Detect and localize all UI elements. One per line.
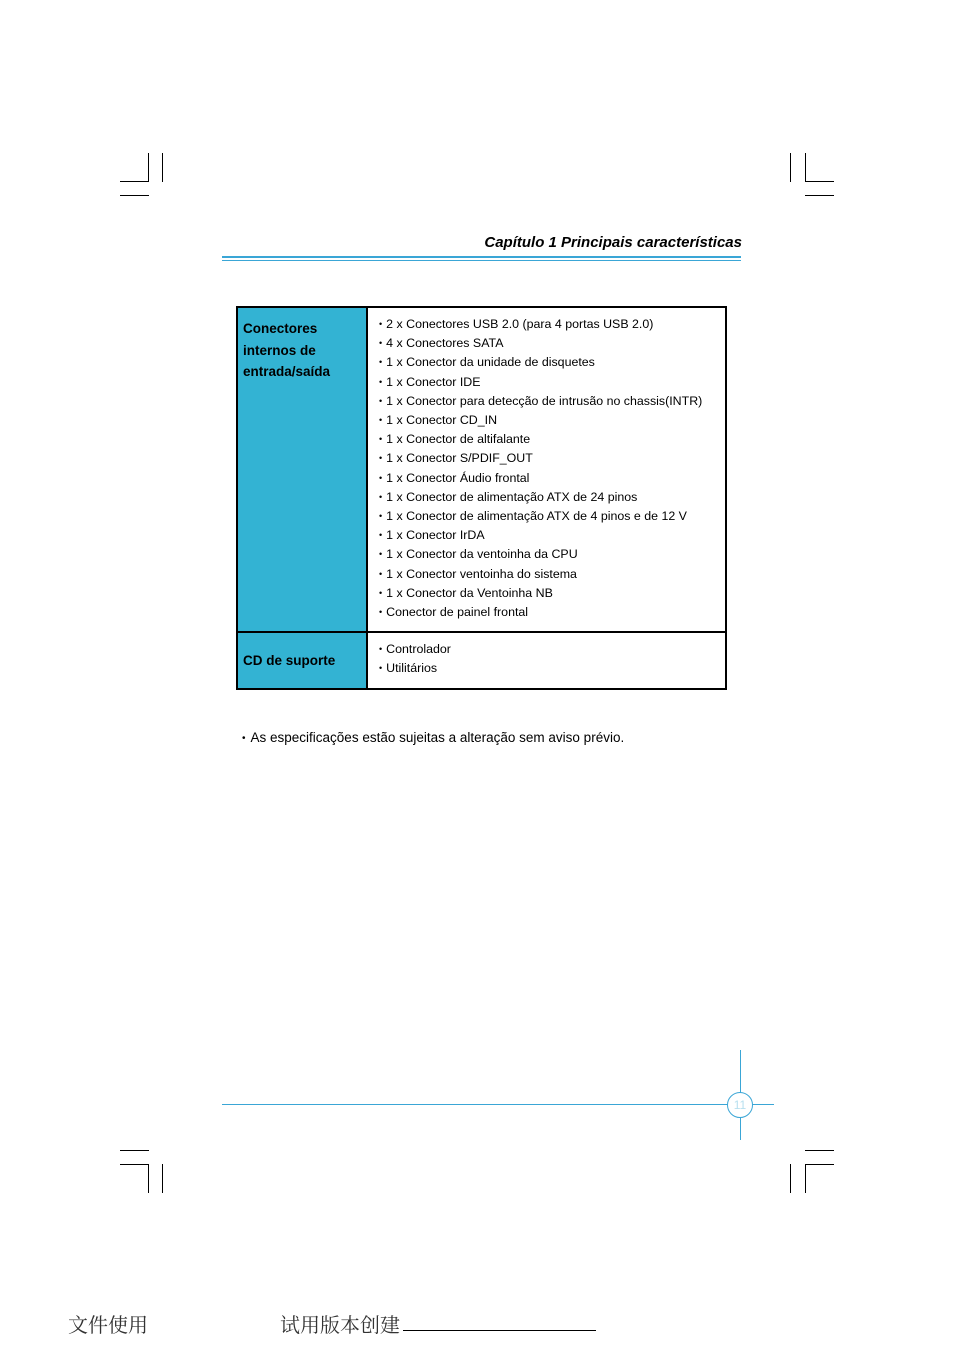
list-item: • Utilitários	[379, 659, 719, 678]
list-item: • 1 x Conector IDE	[379, 373, 719, 392]
crop-mark	[120, 1150, 149, 1151]
crop-mark	[120, 1164, 149, 1165]
row-label: Conectores internos de entrada/saída	[238, 308, 368, 631]
list-item: • Conector de painel frontal	[379, 603, 719, 622]
item-list	[368, 633, 725, 687]
list-item: • Controlador	[379, 640, 719, 659]
chapter-title: Capítulo 1 Principais características	[484, 234, 742, 251]
table-row	[238, 308, 725, 631]
crop-mark	[790, 1164, 791, 1193]
crop-mark	[120, 195, 149, 196]
list-item: • 1 x Conector de altifalante	[379, 430, 719, 449]
spec-table	[236, 306, 727, 690]
list-item: • 1 x Conector da unidade de disquetes	[379, 353, 719, 372]
crop-mark	[805, 153, 806, 182]
list-item: • 1 x Conector da ventoinha da CPU	[379, 545, 719, 564]
crop-mark	[805, 195, 834, 196]
list-item: • 1 x Conector ventoinha do sistema	[379, 565, 719, 584]
watermark-left: 文件使用	[68, 1313, 148, 1337]
crop-mark	[805, 1164, 834, 1165]
row-label: CD de suporte	[238, 633, 368, 687]
crop-mark	[148, 153, 149, 182]
crop-mark	[790, 153, 791, 182]
list-item: • 1 x Conector S/PDIF_OUT	[379, 449, 719, 468]
list-item: • 1 x Conector CD_IN	[379, 411, 719, 430]
list-item: • 1 x Conector IrDA	[379, 526, 719, 545]
crop-mark	[805, 1150, 834, 1151]
header-rule	[222, 260, 741, 261]
header-rule	[222, 256, 741, 258]
crop-mark	[148, 1164, 149, 1193]
item-list	[368, 308, 725, 631]
crop-mark	[162, 1164, 163, 1193]
list-item: • 1 x Conector de alimentação ATX de 4 pinos e de 12 V	[379, 507, 719, 526]
footer-rule	[222, 1104, 774, 1105]
specification-note: • As especificações estão sujeitas a alteração sem aviso prévio.	[242, 730, 624, 745]
crop-mark	[805, 1164, 806, 1193]
list-item: • 2 x Conectores USB 2.0 (para 4 portas USB 2.0)	[379, 315, 719, 334]
watermark-right: 试用版本创建	[280, 1313, 400, 1337]
page-number: 11	[727, 1092, 753, 1118]
crop-mark	[120, 181, 149, 182]
crop-mark	[805, 181, 834, 182]
list-item: • 1 x Conector de alimentação ATX de 24 pinos	[379, 488, 719, 507]
watermark-underline	[403, 1330, 596, 1331]
crop-mark	[162, 153, 163, 182]
list-item: • 1 x Conector Áudio frontal	[379, 469, 719, 488]
table-row	[238, 631, 725, 687]
list-item: • 1 x Conector para detecção de intrusão no chassis(INTR)	[379, 392, 719, 411]
list-item: • 1 x Conector da Ventoinha NB	[379, 584, 719, 603]
list-item: • 4 x Conectores SATA	[379, 334, 719, 353]
